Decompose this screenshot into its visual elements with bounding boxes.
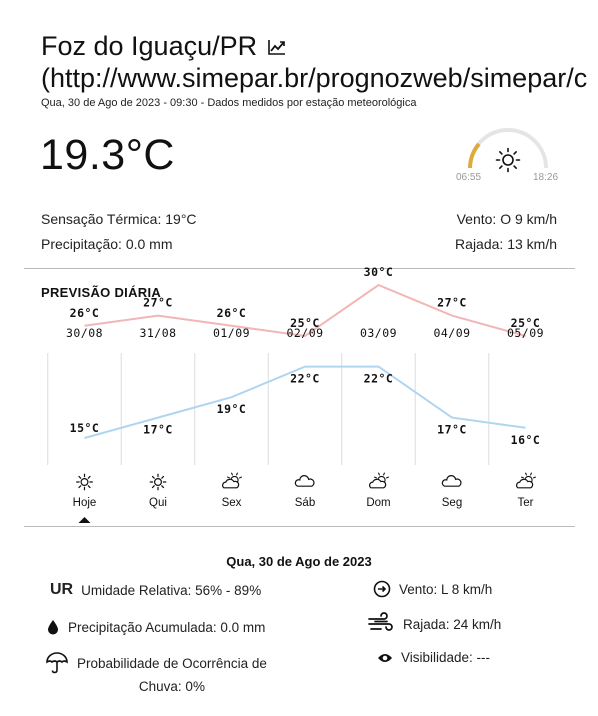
sun-ray — [387, 477, 389, 478]
min-temp-label: 16°C — [510, 432, 541, 447]
sun-gauge — [452, 124, 562, 186]
sun-ray — [232, 473, 233, 475]
raindrop-icon — [46, 619, 60, 635]
visibility-row — [377, 650, 490, 665]
sun-icon-core — [81, 479, 88, 486]
cloud-shape — [442, 476, 461, 487]
wind-text: Vento: L 8 km/h — [399, 581, 493, 597]
cloud-shape — [517, 479, 533, 487]
forecast-day-label: Dom — [366, 497, 391, 509]
compass-icon — [373, 580, 391, 598]
sun-ray — [162, 476, 164, 478]
measurement-info: Qua, 30 de Ago de 2023 - 09:30 - Dados medidos por estação meteorológica — [41, 97, 417, 109]
cloud-icon — [295, 476, 314, 487]
sunset-time: 18:26 — [533, 172, 559, 183]
max-temp-label: 25°C — [510, 316, 541, 330]
forecast-date: 30/08 — [65, 326, 104, 340]
section-title: PREVISÃO DIÁRIA — [41, 285, 162, 300]
forecast-date: 04/09 — [433, 326, 471, 340]
sun-ray — [162, 486, 164, 488]
forecast-date: 05/09 — [506, 326, 545, 340]
trend-chart-icon[interactable] — [267, 32, 287, 63]
min-temp-label: 22°C — [290, 371, 320, 386]
humidity-icon: UR — [50, 581, 74, 598]
precipitation: Precipitação: 0.0 mm — [41, 236, 173, 252]
humidity-row — [50, 581, 261, 599]
rain-prob-row — [45, 652, 267, 698]
forecast-day-label: Ter — [517, 497, 534, 509]
detail-date: Qua, 30 de Ago de 2023 — [226, 554, 372, 569]
max-temp-label: 30°C — [363, 265, 394, 279]
feels-like: Sensação Térmica: 19°C — [41, 211, 197, 227]
max-temp-label: 26°C — [69, 305, 100, 320]
forecast-day-label: Seg — [441, 497, 463, 509]
location-name: Foz do Iguaçu/PR — [41, 31, 258, 61]
partly-cloudy-icon — [370, 473, 389, 488]
sun-ray — [152, 486, 154, 488]
source-url-link[interactable]: (http://www.simepar.br/prognozweb/simepar/c — [41, 63, 588, 93]
forecast-date: 31/08 — [139, 326, 177, 340]
sun-icon-core — [155, 479, 162, 486]
sun-ray — [228, 477, 230, 478]
divider — [24, 526, 575, 527]
sun-ray — [379, 473, 380, 475]
umbrella-icon — [45, 652, 69, 674]
rain-prob-line2: Chuva: 0% — [138, 679, 205, 694]
sun-ray — [522, 477, 524, 478]
cloud-shape — [370, 479, 386, 487]
location-title — [41, 31, 598, 63]
divider — [24, 268, 575, 269]
min-temp-label: 15°C — [69, 421, 100, 435]
sun-ray — [534, 477, 536, 478]
forecast-date: 03/09 — [359, 326, 398, 340]
current-temperature: 19.3°C — [40, 131, 175, 179]
sunrise-time: 06:55 — [456, 172, 482, 183]
precip-text: Precipitação Acumulada: 0.0 mm — [68, 619, 266, 635]
precip-row — [46, 619, 265, 635]
sun-ray — [88, 486, 90, 488]
sun-icon — [150, 474, 166, 490]
sun-ray — [384, 473, 385, 475]
max-temp-label: 27°C — [437, 295, 467, 310]
sun-icon — [77, 474, 93, 490]
rain-prob-text — [77, 652, 267, 698]
min-temp-label: 17°C — [437, 422, 467, 437]
sun-ray — [240, 477, 242, 478]
sun-ray — [526, 473, 527, 475]
min-temp-label: 19°C — [216, 402, 247, 417]
wind-row — [373, 580, 492, 598]
sun-ray — [237, 473, 238, 475]
sun-icon — [495, 147, 521, 178]
sun-ray — [531, 473, 532, 475]
rain-prob-line1: Probabilidade de Ocorrência de — [77, 656, 267, 671]
wind-gust: Rajada: 13 km/h — [455, 236, 557, 252]
max-temp-label: 27°C — [143, 295, 173, 310]
forecast-date: 01/09 — [212, 326, 251, 340]
sun-ray — [79, 486, 81, 488]
eye-icon — [377, 652, 393, 664]
selected-day-marker — [79, 517, 91, 523]
wind-gust-icon — [367, 614, 395, 634]
gust-text: Rajada: 24 km/h — [403, 616, 502, 632]
min-temp-label: 22°C — [363, 371, 394, 386]
forecast-date: 02/09 — [286, 326, 324, 340]
sun-ray — [375, 477, 377, 478]
cloud-shape — [223, 479, 239, 487]
forecast-day-label: Sáb — [294, 497, 316, 509]
sun-ray — [152, 476, 154, 478]
forecast-day-label: Hoje — [72, 497, 97, 509]
forecast-day-label: Sex — [221, 497, 242, 509]
visibility-text: Visibilidade: --- — [401, 650, 491, 665]
sun-ray — [88, 476, 90, 478]
min-temp-label: 17°C — [143, 422, 173, 437]
cloud-icon — [442, 476, 461, 487]
max-temp-label: 25°C — [290, 316, 320, 330]
humidity-text: Umidade Relativa: 56% - 89% — [81, 582, 262, 598]
max-temp-label: 26°C — [216, 305, 247, 320]
partly-cloudy-icon — [517, 473, 536, 488]
gust-row — [367, 614, 501, 634]
partly-cloudy-icon — [223, 473, 242, 488]
forecast-day-label: Qui — [149, 497, 167, 509]
wind: Vento: O 9 km/h — [456, 211, 557, 227]
cloud-shape — [295, 476, 314, 487]
sun-ray — [79, 476, 81, 478]
